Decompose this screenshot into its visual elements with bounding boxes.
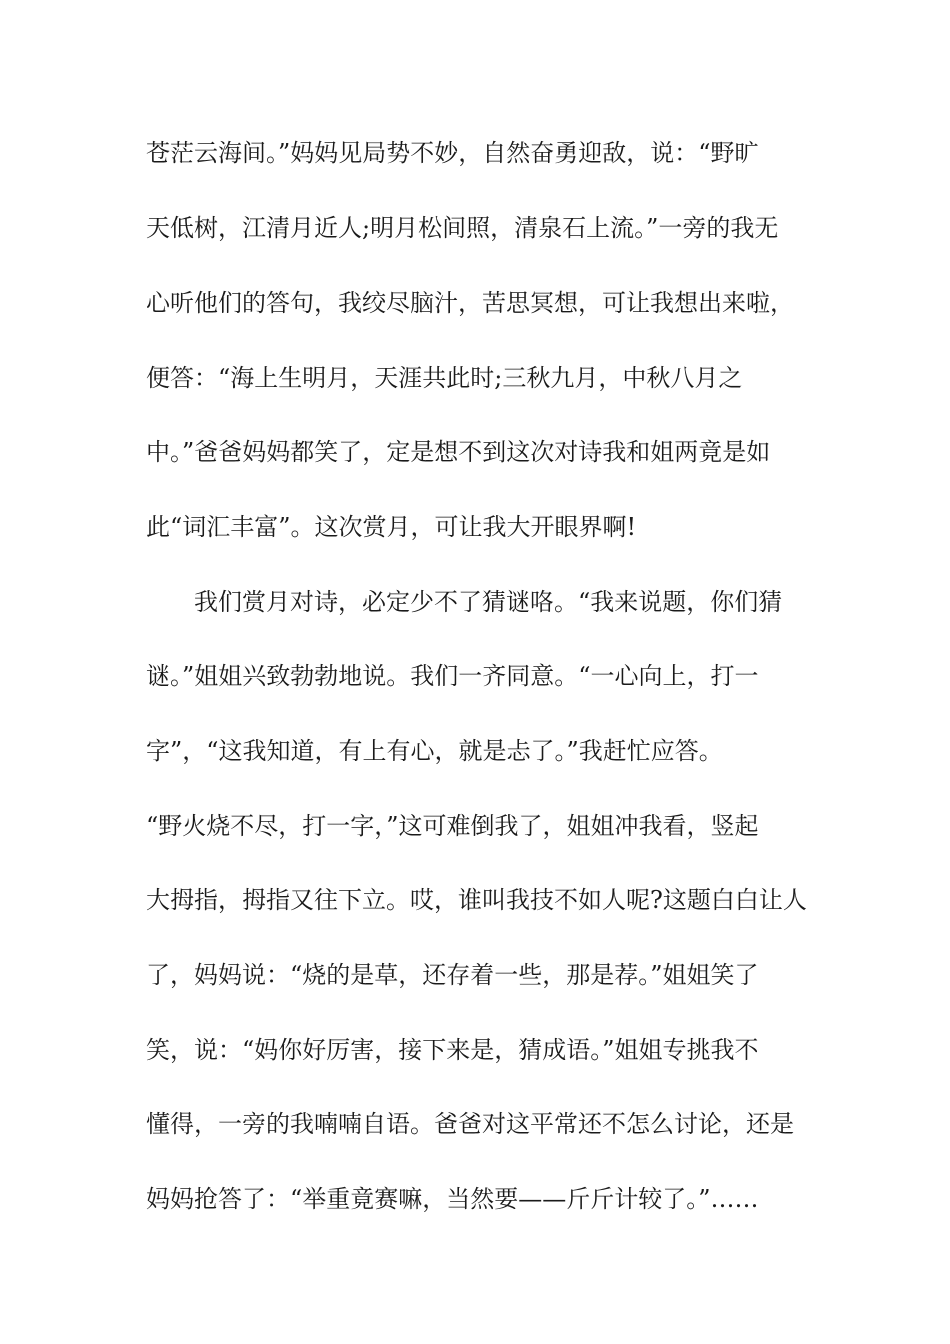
text-line-content: 苍茫云海间。”妈妈见局势不妙，自然奋勇迎敌，说：“野旷 — [146, 139, 759, 167]
text-line-content: 了，妈妈说：“烧的是草，还存着一些，那是荐。”姐姐笑了 — [146, 961, 759, 989]
text-line-content: 心听他们的答句，我绞尽脑汁，苦思冥想，可让我想出来啦， — [146, 289, 794, 317]
text-line — [0, 880, 950, 920]
text-line-content: 谜。”姐姐兴致勃勃地说。我们一齐同意。“一心向上，打一 — [146, 662, 759, 690]
text-line — [0, 283, 950, 323]
text-line — [0, 507, 950, 547]
text-line — [0, 731, 950, 771]
text-line — [0, 656, 950, 696]
text-line-content: 懂得，一旁的我喃喃自语。爸爸对这平常还不怎么讨论，还是 — [146, 1110, 794, 1138]
text-line — [0, 208, 950, 248]
text-line — [0, 806, 950, 846]
text-line-content: 笑，说：“妈你好厉害，接下来是，猜成语。”姐姐专挑我不 — [146, 1036, 759, 1064]
text-line-content: “野火烧不尽，打一字，”这可难倒我了，姐姐冲我看，竖起 — [146, 812, 759, 840]
text-line-content: 天低树，江清月近人;明月松间照，清泉石上流。”一旁的我无 — [146, 214, 779, 242]
text-line-content: 妈妈抢答了：“举重竟赛嘛，当然要——斤斤计较了。”…… — [146, 1185, 759, 1213]
text-line-content: 中。”爸爸妈妈都笑了，定是想不到这次对诗我和姐两竟是如 — [146, 438, 771, 466]
text-line-content: 大拇指，拇指又往下立。哎，谁叫我技不如人呢?这题白白让人 — [146, 886, 807, 914]
text-line — [0, 955, 950, 995]
text-line-content: 字”，“这我知道，有上有心，就是忐了。”我赶忙应答。 — [146, 737, 723, 765]
text-line-content: 此“词汇丰富”。这次赏月，可让我大开眼界啊! — [146, 513, 637, 541]
paragraph-start-line — [0, 582, 950, 622]
text-line — [0, 432, 950, 472]
text-line — [0, 358, 950, 398]
text-line-content: 便答：“海上生明月，天涯共此时;三秋九月，中秋八月之 — [146, 364, 743, 392]
text-line — [0, 1104, 950, 1144]
text-line — [0, 133, 950, 173]
text-line-content: 我们赏月对诗，必定少不了猜谜咯。“我来说题，你们猜 — [194, 588, 783, 616]
text-line — [0, 1179, 950, 1219]
text-line — [0, 1030, 950, 1070]
